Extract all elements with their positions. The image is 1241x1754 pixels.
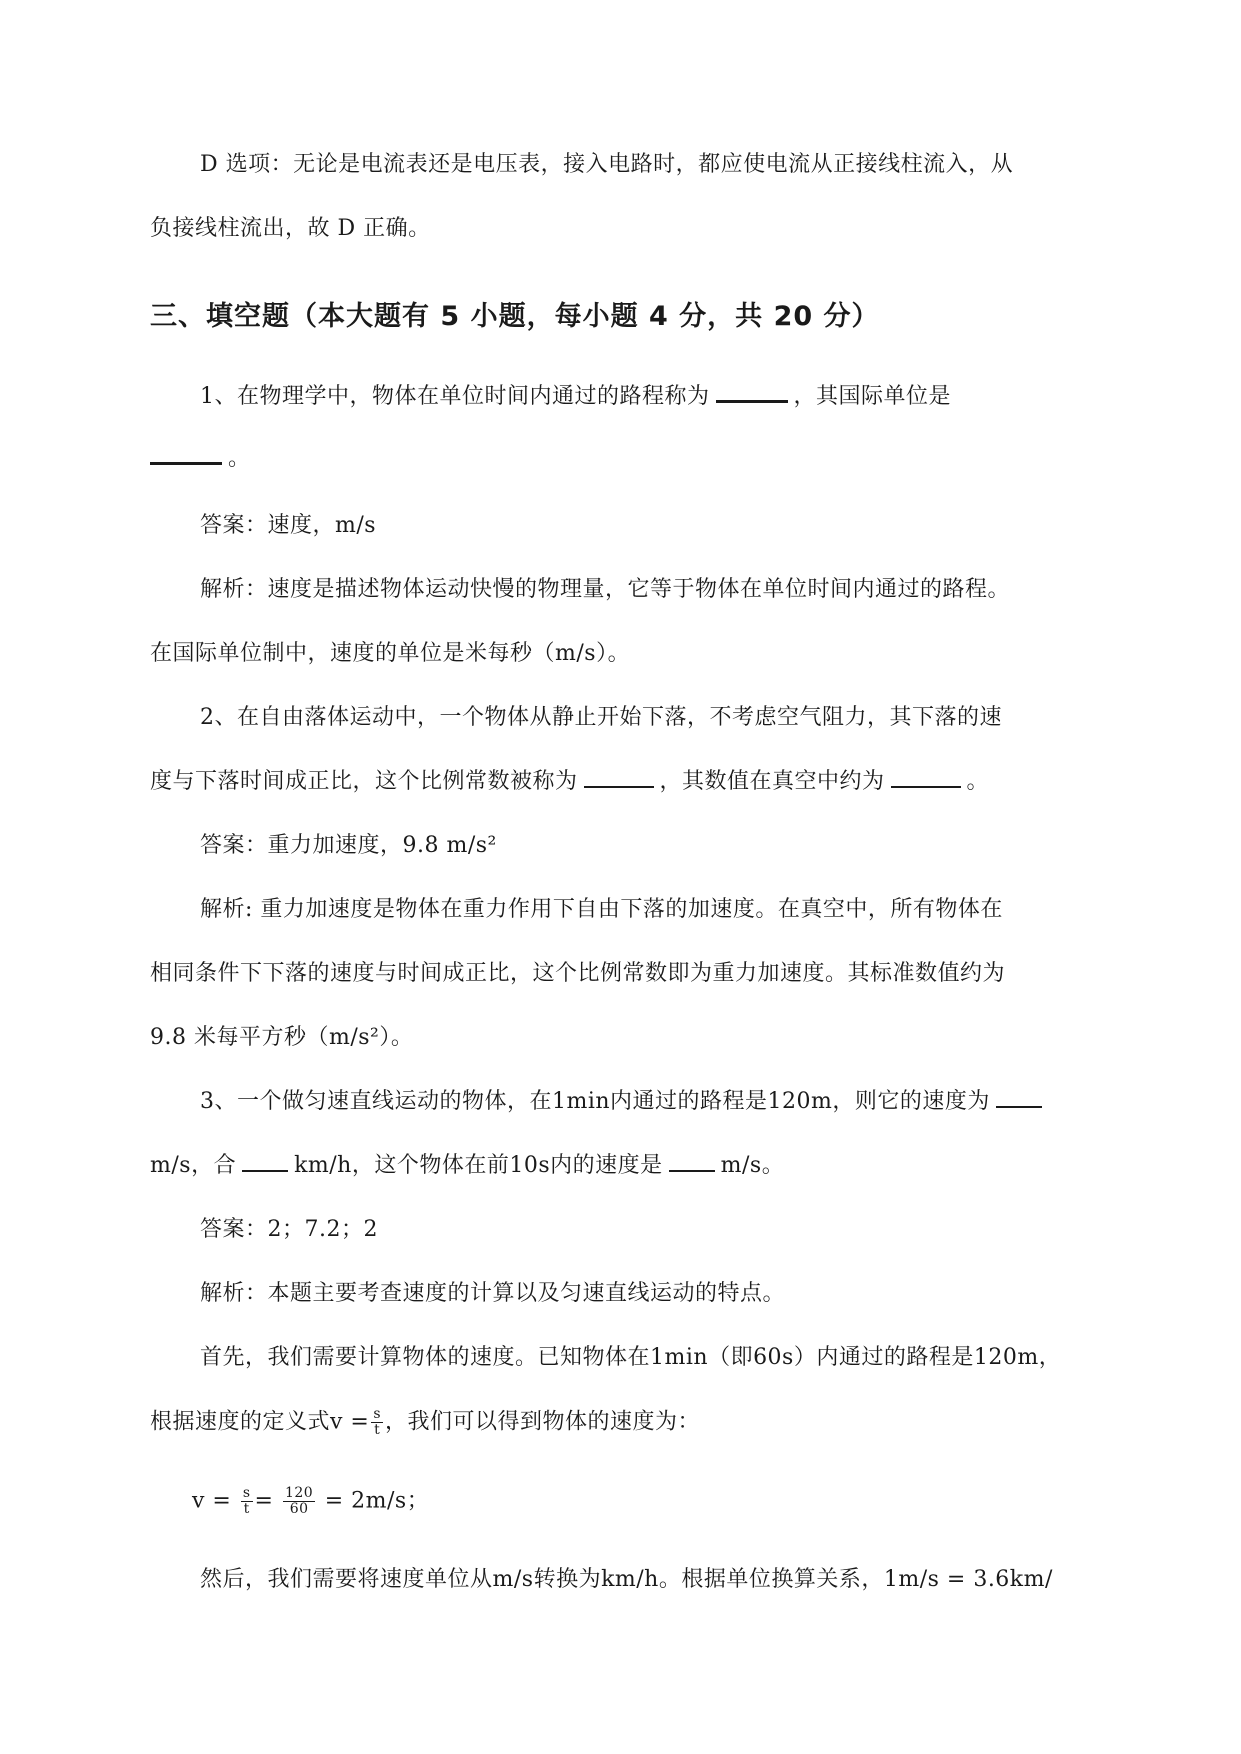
formula-prefix: v = [192,1488,232,1514]
fraction-denominator: t [374,1422,381,1438]
fraction-numerator: 120 [284,1485,314,1501]
question-3-text-c: km/h，这个物体在前10s内的速度是 [294,1153,663,1178]
formula-fraction-120-over-60 [283,1486,315,1517]
question-2-blank-2 [891,768,961,788]
question-3-text-d: m/s。 [720,1153,785,1178]
question-3-analysis-line-1: 解析：本题主要考查速度的计算以及匀速直线运动的特点。 [200,1281,786,1306]
question-1-analysis-line-2: 在国际单位制中，速度的单位是米每秒（m/s）。 [150,641,631,666]
question-1-text-a: 1、在物理学中，物体在单位时间内通过的路程称为 [200,384,710,409]
speed-definition-fraction [371,1407,383,1438]
question-3-blank-1 [996,1088,1042,1108]
d-option-line-1: D 选项：无论是电流表还是电压表，接入电路时，都应使电流从正接线柱流入，从 [200,152,1014,177]
question-2-answer: 答案：重力加速度，9.8 m/s² [200,833,497,858]
question-2-analysis-line-2: 相同条件下下落的速度与时间成正比，这个比例常数即为重力加速度。其标准数值约为 [150,961,1006,986]
question-2-text-c: 。 [966,769,990,794]
question-3-answer: 答案：2；7.2；2 [200,1217,378,1242]
question-3-blank-2 [242,1152,288,1172]
question-1-line-1 [200,382,951,412]
question-3-text-a: 3、一个做匀速直线运动的物体，在1min内通过的路程是120m，则它的速度为 [200,1089,990,1114]
question-3-blank-3 [669,1152,715,1172]
formula-equals: = [254,1488,274,1514]
question-1-blank-2 [150,444,222,465]
question-2-line-2 [150,767,989,797]
question-1-answer: 答案：速度，m/s [200,513,377,538]
question-1-text-c: 。 [228,446,251,471]
formula-fraction-s-over-t [241,1486,253,1517]
question-1-blank-1 [716,382,788,403]
fraction-denominator: 60 [289,1501,309,1517]
speed-formula [192,1486,429,1517]
question-1-analysis-line-1: 解析：速度是描述物体运动快慢的物理量，它等于物体在单位时间内通过的路程。 [200,577,1011,602]
definition-text-a: 根据速度的定义式v = [150,1409,370,1435]
question-2-text-b: ，其数值在真空中约为 [659,769,885,794]
question-3-line-1 [200,1087,1048,1117]
fraction-numerator: s [242,1485,251,1501]
question-3-line-2 [150,1151,784,1181]
question-2-line-1: 2、在自由落体运动中，一个物体从静止开始下落，不考虑空气阻力，其下落的速 [200,705,1002,730]
question-1-text-b: ，其国际单位是 [793,384,952,409]
question-2-analysis-line-3: 9.8 米每平方秒（m/s²）。 [150,1025,414,1050]
question-2-blank-1 [584,768,654,788]
question-3-analysis-line-2: 首先，我们需要计算物体的速度。已知物体在1min（即60s）内通过的路程是120m， [200,1345,1062,1370]
question-2-analysis-line-1: 解析: 重力加速度是物体在重力作用下自由下落的加速度。在真空中，所有物体在 [200,897,1003,922]
fraction-numerator: s [373,1406,382,1422]
question-3-text-b: m/s，合 [150,1153,237,1178]
question-3-analysis-line-5: 然后，我们需要将速度单位从m/s转换为km/h。根据单位换算关系，1m/s = 3.6km/ [200,1567,1053,1592]
section-heading: 三、填空题（本大题有 5 小题，每小题 4 分，共 20 分） [150,301,880,332]
formula-result: = 2m/s； [324,1488,430,1514]
d-option-line-2: 负接线柱流出，故 D 正确。 [150,216,431,241]
definition-text-b: ，我们可以得到物体的速度为： [385,1409,701,1435]
question-3-analysis-line-3 [150,1407,700,1438]
question-2-text-a: 度与下落时间成正比，这个比例常数被称为 [150,769,578,794]
question-1-line-2 [150,444,251,474]
fraction-denominator: t [243,1501,250,1517]
